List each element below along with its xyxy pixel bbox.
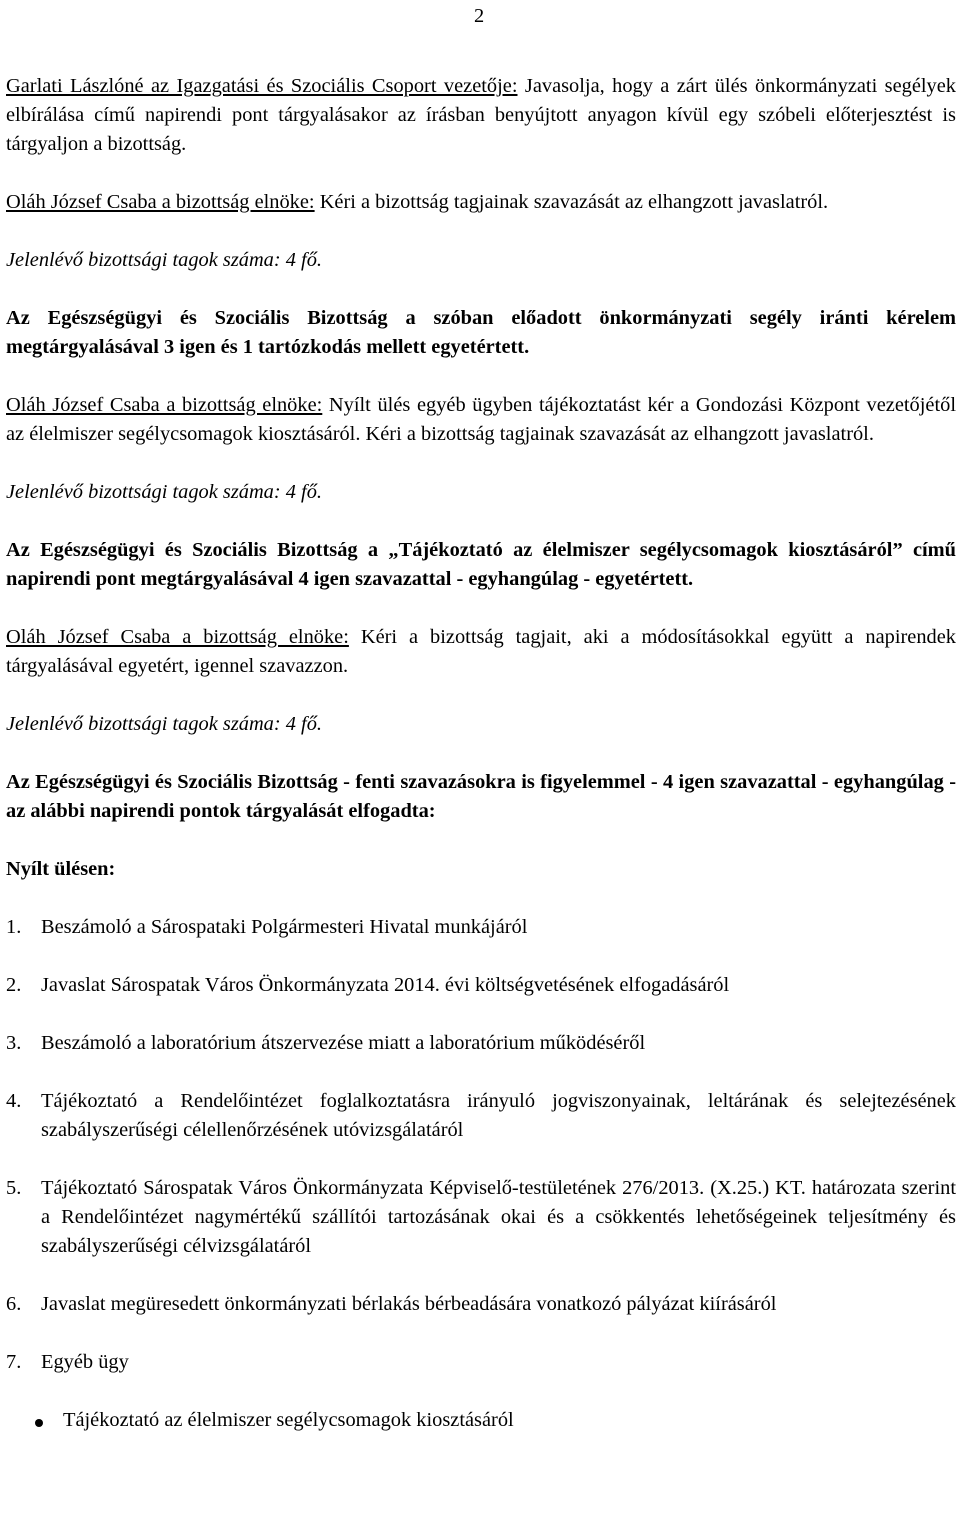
agenda-item-number: 7. <box>6 1351 22 1373</box>
agenda-item-text: Tájékoztató Sárospatak Város Önkormányzata Képviselő-testületének 276/2013. (X.25.) KT. határozata szerint a Rendelőintézet nagymértékű szállítói tartozásának okai és a csökkentés lehetőségeinek teljesítmény és szabályszerűségi célvizsgálatáról <box>41 1177 956 1257</box>
agenda-item-number: 3. <box>6 1032 22 1054</box>
agenda-item-number: 1. <box>6 916 22 938</box>
page-number: 2 <box>474 5 485 27</box>
agenda-item <box>6 1290 956 1319</box>
sub-item-text: Tájékoztató az élelmiszer segélycsomagok kiosztásáról <box>63 1409 514 1431</box>
agenda-item <box>6 1174 956 1261</box>
agenda-item-text: Beszámoló a laboratórium átszervezése miatt a laboratórium működéséről <box>41 1032 646 1054</box>
agenda-item <box>6 1029 956 1058</box>
paragraph-chair-3 <box>6 623 956 681</box>
agenda-item-number: 2. <box>6 974 22 996</box>
speaker-name: Oláh József Csaba a bizottság elnöke: <box>6 626 349 648</box>
agenda-item <box>6 971 956 1000</box>
paragraph-chair-1 <box>6 188 956 217</box>
agenda-item-number: 4. <box>6 1090 22 1112</box>
members-present-3: Jelenlévő bizottsági tagok száma: 4 fő. <box>6 713 323 735</box>
decision-3: Az Egészségügyi és Szociális Bizottság - fenti szavazásokra is figyelemmel - 4 igen szavazattal - egyhangúlag - az alábbi napirendi pontok tárgyalását elfogadta: <box>6 771 956 822</box>
agenda-item-number: 6. <box>6 1293 22 1315</box>
paragraph-garlati <box>6 72 956 159</box>
statement-text: Javasolja, hogy a zárt ülés önkormányzati segélyek elbírálása című napirendi pont tárgyalásakor az írásban benyújtott anyagon kívül egy szóbeli előterjesztést is tárgyaljon a bizottság. <box>6 75 956 155</box>
bullet-icon <box>35 1419 43 1427</box>
decision-2: Az Egészségügyi és Szociális Bizottság a „Tájékoztató az élelmiszer segélycsomagok kiosztásáról” című napirendi pont megtárgyalásával 4 igen szavazattal - egyhangúlag - egyetértett. <box>6 539 956 590</box>
speaker-name: Garlati Lászlóné az Igazgatási és Szociális Csoport vezetője: <box>6 75 518 97</box>
decision-1: Az Egészségügyi és Szociális Bizottság a szóban előadott önkormányzati segély iránti kérelem megtárgyalásával 3 igen és 1 tartózkodás mellett egyetértett. <box>6 307 956 358</box>
statement-text: Kéri a bizottság tagjainak szavazását az elhangzott javaslatról. <box>314 191 829 213</box>
agenda-item-text: Beszámoló a Sárospataki Polgármesteri Hivatal munkájáról <box>41 916 528 938</box>
open-session-heading: Nyílt ülésen: <box>6 858 116 880</box>
agenda-item-number: 5. <box>6 1177 22 1199</box>
members-present-2: Jelenlévő bizottsági tagok száma: 4 fő. <box>6 481 323 503</box>
agenda-item <box>6 913 956 942</box>
agenda-item-text: Javaslat megüresedett önkormányzati bérlakás bérbeadására vonatkozó pályázat kiírásáról <box>41 1293 777 1315</box>
speaker-name: Oláh József Csaba a bizottság elnöke: <box>6 394 323 416</box>
agenda-item <box>6 1348 956 1377</box>
statement-text: Nyílt ülés egyéb ügyben tájékoztatást kér a Gondozási Központ vezetőjétől az élelmiszer segélycsomagok kiosztásáról. Kéri a bizottság tagjainak szavazását az elhangzott javaslatról. <box>6 394 956 445</box>
members-present-1: Jelenlévő bizottsági tagok száma: 4 fő. <box>6 249 323 271</box>
minutes-body <box>6 72 956 1435</box>
paragraph-chair-2 <box>6 391 956 449</box>
agenda-item-text: Javaslat Sárospatak Város Önkormányzata 2014. évi költségvetésének elfogadásáról <box>41 974 730 996</box>
agenda-item-text: Egyéb ügy <box>41 1351 129 1373</box>
speaker-name: Oláh József Csaba a bizottság elnöke: <box>6 191 315 213</box>
agenda-item-text: Tájékoztató a Rendelőintézet foglalkoztatásra irányuló jogviszonyainak, leltárának és selejtezésének szabályszerűségi célellenőrzésének utóvizsgálatáról <box>41 1090 956 1141</box>
sub-item-list <box>6 1406 956 1435</box>
agenda-list <box>6 913 956 1377</box>
statement-text: Kéri a bizottság tagjait, aki a módosításokkal együtt a napirendek tárgyalásával egyetért, igennel szavazzon. <box>6 626 956 677</box>
sub-item <box>6 1406 956 1435</box>
agenda-item <box>6 1087 956 1145</box>
